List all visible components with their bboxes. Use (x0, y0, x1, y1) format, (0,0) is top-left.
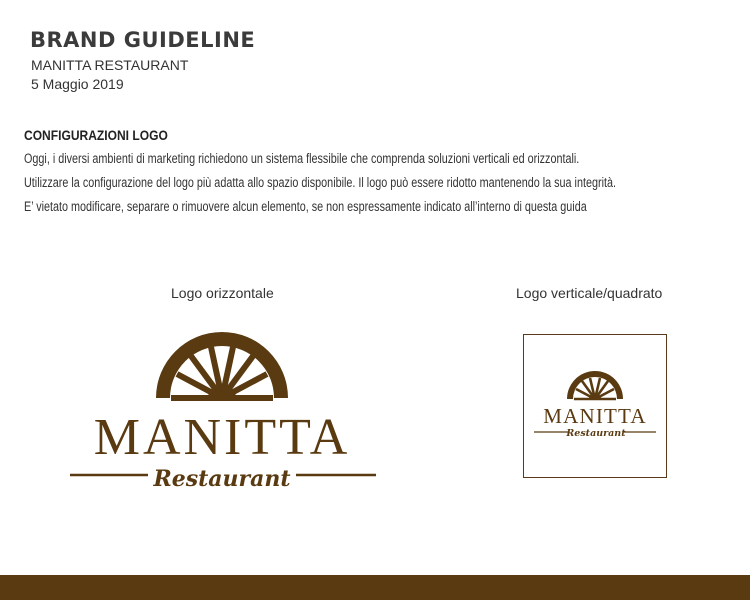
horizontal-logo (64, 326, 380, 494)
horizontal-logo-caption: Logo orizzontale (171, 285, 274, 301)
section-paragraph-1: Oggi, i diversi ambienti di marketing richiedono un sistema flessibile che comprenda soluzioni verticali ed orizzontali. (24, 151, 580, 166)
wagon-wheel-icon (156, 332, 288, 398)
brand-name-small: MANITTA (543, 404, 647, 428)
brand-tagline: Restaurant (153, 466, 291, 492)
brand-subtitle: MANITTA RESTAURANT (31, 57, 189, 73)
footer-bar (0, 575, 750, 600)
section-paragraph-3: E’ vietato modificare, separare o rimuovere alcun elemento, se non espressamente indicato all’interno di questa guida (24, 199, 587, 214)
section-paragraph-2: Utilizzare la configurazione del logo più adatta allo spazio disponibile. Il logo può essere ridotto mantenendo la sua integrità. (24, 175, 616, 190)
document-date: 5 Maggio 2019 (31, 76, 124, 92)
brand-name: MANITTA (93, 409, 351, 466)
vertical-logo-frame (523, 334, 667, 478)
vertical-logo (532, 369, 658, 445)
section-heading: CONFIGURAZIONI LOGO (24, 127, 168, 143)
brand-tagline-small: Restaurant (566, 428, 626, 439)
wagon-wheel-icon (567, 371, 623, 399)
page-title: BRAND GUIDELINE (30, 28, 256, 52)
vertical-logo-caption: Logo verticale/quadrato (516, 285, 663, 301)
